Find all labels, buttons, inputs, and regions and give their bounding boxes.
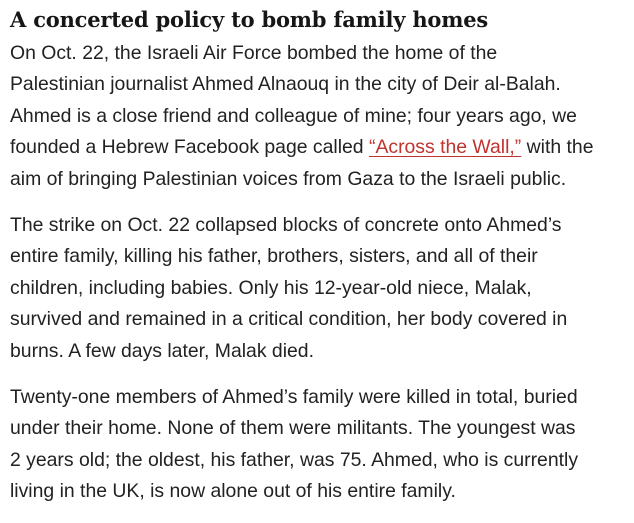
paragraph-text: with the: [526, 136, 594, 159]
paragraph-line: Palestinian journalist Ahmed Alnaouq in the city of Deir al-Balah.: [10, 73, 561, 96]
section-heading: A concerted policy to bomb family homes: [10, 7, 489, 32]
paragraph-line: under their home. None of them were militants. The youngest was: [10, 417, 576, 440]
paragraph-1: [10, 38, 624, 195]
paragraph-line: 2 years old; the oldest, his father, was 75. Ahmed, who is currently: [10, 448, 579, 471]
across-the-wall-link[interactable]: “Across the Wall,”: [368, 136, 522, 159]
paragraph-line: survived and remained in a critical condition, her body covered in: [10, 308, 568, 331]
paragraph-line: The strike on Oct. 22 collapsed blocks of concrete onto Ahmed’s: [10, 214, 562, 237]
paragraph-line: burns. A few days later, Malak died.: [10, 339, 314, 362]
paragraph-line: Twenty-one members of Ahmed’s family were killed in total, buried: [10, 386, 578, 409]
article: [10, 6, 624, 523]
paragraph-line: aim of bringing Palestinian voices from Gaza to the Israeli public.: [10, 167, 567, 190]
paragraph-line-with-link: [10, 132, 624, 163]
paragraph-2: [10, 210, 624, 367]
paragraph-line: children, including babies. Only his 12-year-old niece, Malak,: [10, 276, 532, 299]
paragraph-line: Ahmed is a close friend and colleague of mine; four years ago, we: [10, 104, 577, 127]
paragraph-3: [10, 382, 624, 508]
paragraph-text: founded a Hebrew Facebook page called: [10, 136, 369, 159]
paragraph-line: entire family, killing his father, brothers, sisters, and all of their: [10, 245, 538, 268]
paragraph-line: On Oct. 22, the Israeli Air Force bombed the home of the: [10, 42, 498, 64]
paragraph-line: living in the UK, is now alone out of his entire family.: [10, 480, 456, 503]
